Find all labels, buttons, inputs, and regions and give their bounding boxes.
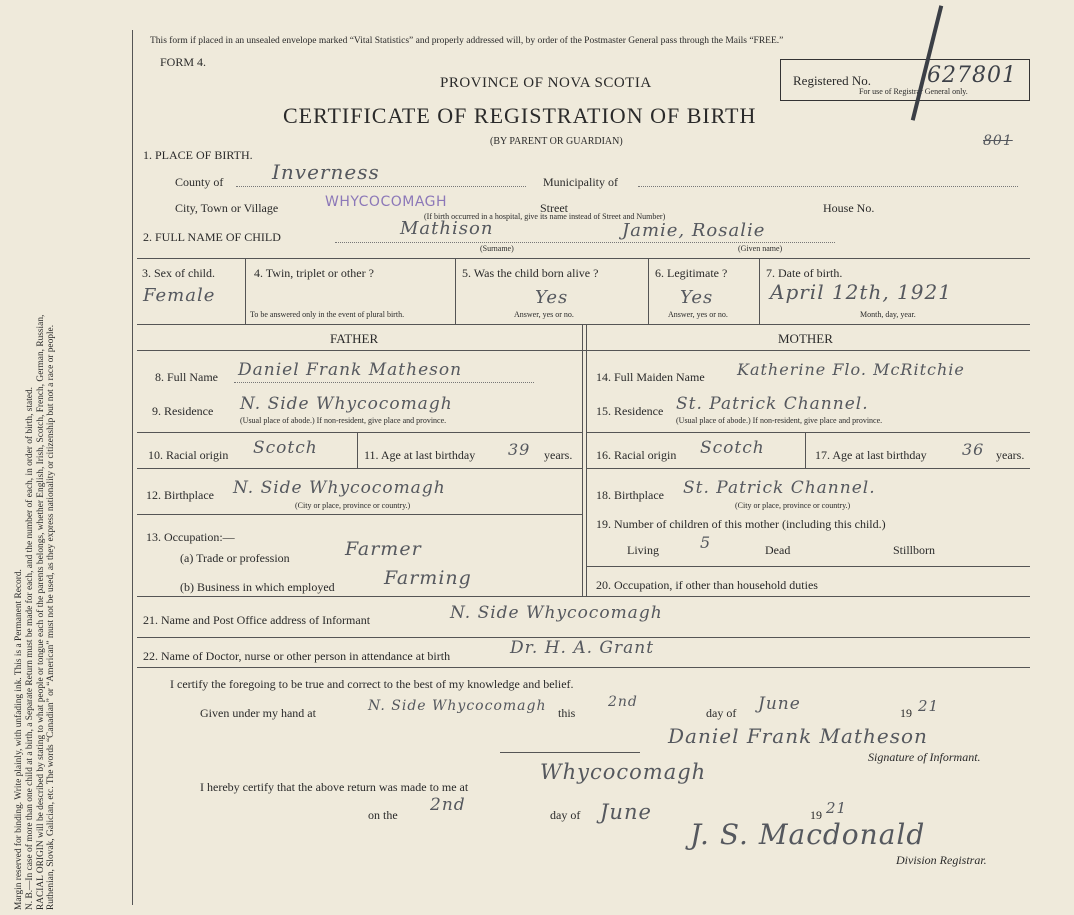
reg-year-prefix: 19 [810,808,822,822]
mother-residence-note: (Usual place of abode.) If non-resident, give place and province. [676,416,883,425]
given-name-caption: (Given name) [738,244,783,253]
cert-day-of-label: day of [706,706,737,720]
rule-mother [586,566,1030,567]
county-value: Inverness [272,160,380,184]
trade-label: (a) Trade or profession [180,551,290,565]
date-of-birth-value: April 12th, 1921 [770,280,952,304]
child-name-line [335,242,835,243]
side-note-line-4: Ruthenian, Slovak, Galician, etc. The words “Canadian” or “American” must not be used, as they express nationality or citizenship but not a race or people. [46,324,57,910]
registrar-signature: J. S. Macdonald [690,818,926,851]
mother-name-value: Katherine Flo. McRitchie [737,360,965,379]
father-birthplace-label: 12. Birthplace [146,488,214,502]
registered-note: For use of Registrar General only. [859,87,968,96]
mother-heading: MOTHER [778,331,833,346]
rule-signature [500,752,640,753]
municipality-line [638,186,1018,187]
cell-divider [357,432,358,468]
rule-father [137,514,582,515]
father-age-label: 11. Age at last birthday [364,448,476,462]
father-racial-label: 10. Racial origin [148,448,229,462]
given-under-label: Given under my hand at [200,706,316,720]
mother-name-label: 14. Full Maiden Name [596,370,705,384]
child-surname: Mathison [400,218,494,239]
mother-age-unit: years. [996,448,1025,462]
hospital-note: (If birth occurred in a hospital, give its name instead of Street and Number) [424,212,666,221]
county-line [236,186,526,187]
doctor-value: Dr. H. A. Grant [510,638,655,658]
rule-section [137,350,1030,351]
born-alive-note: Answer, yes or no. [514,310,574,319]
father-mother-divider [582,324,583,596]
business-value: Farming [384,567,472,589]
mother-residence-label: 15. Residence [596,404,664,418]
business-label: (b) Business in which employed [180,580,335,594]
rule-mother [586,432,1030,433]
mother-racial-label: 16. Racial origin [596,448,677,462]
mother-racial-value: Scotch [700,438,765,458]
side-note-line-1: Margin reserved for binding. Write plainly, with unfading ink. This is a Permanent Record. [14,569,24,910]
postal-notice: This form if placed in an unsealed envelope marked “Vital Statistics” and properly addressed will, by order of the Postmaster General pass through the Mails “FREE.” [150,36,784,46]
informant-signature: Daniel Frank Matheson [668,724,928,748]
side-note-line-3: RACIAL ORIGIN will be described by stating to what people or tongue each of the parents belongs, whether English, Irish, Scotch, French, German, Russian, [35,314,46,910]
cell-divider [805,432,806,468]
date-of-birth-note: Month, day, year. [860,310,916,319]
reg-day-of-label: day of [550,808,581,822]
father-age-unit: years. [544,448,573,462]
this-label: this [558,706,576,720]
legitimate-label: 6. Legitimate ? [655,266,728,280]
cert-month-value: June [758,694,801,714]
county-label: County of [175,175,224,189]
side-note-line-2: N. B.—In case of more than one child at a birth, a Separate Return must be made for each, and the number of each, in order of birth, stated. [24,387,35,910]
informant-label: 21. Name and Post Office address of Informant [143,613,371,627]
document-title: CERTIFICATE OF REGISTRATION OF BIRTH [283,103,757,128]
reg-year-suffix: 21 [826,799,848,817]
sex-value: Female [143,285,216,306]
street-label: Street [540,201,568,215]
mother-birthplace-label: 18. Birthplace [596,488,664,502]
given-place-value: N. Side Whycocomagh [368,698,547,714]
rule-mid [137,324,1030,325]
father-name-line [234,382,534,383]
house-number-label: House No. [823,201,875,215]
registrar-place-value: Whycocomagh [540,760,707,784]
sex-label: 3. Sex of child. [142,266,215,280]
cell-divider [245,258,246,324]
father-name-label: 8. Full Name [155,370,218,384]
informant-value: N. Side Whycocomagh [450,603,663,623]
trade-value: Farmer [345,538,422,560]
registrar-caption: Division Registrar. [896,853,987,867]
surname-caption: (Surname) [480,244,514,253]
mother-birthplace-value: St. Patrick Channel. [683,478,876,498]
form-number: FORM 4. [160,55,207,69]
municipality-label: Municipality of [543,175,618,189]
city-stamp: WHYCOCOMAGH [325,194,448,210]
plural-birth-label: 4. Twin, triplet or other ? [254,266,374,280]
legitimate-value: Yes [680,287,714,308]
registered-number-box [780,59,1030,101]
reg-on-the-label: on the [368,808,398,822]
mother-occupation-label: 20. Occupation, if other than household duties [596,578,818,592]
father-residence-value: N. Side Whycocomagh [240,394,453,414]
father-heading: FATHER [330,331,379,346]
rule-father [137,468,582,469]
reg-month-value: June [600,800,652,824]
father-residence-label: 9. Residence [152,404,214,418]
informant-signature-caption: Signature of Informant. [868,750,981,764]
rule-bottom [137,596,1030,597]
father-residence-note: (Usual place of abode.) If non-resident, give place and province. [240,416,447,425]
legitimate-note: Answer, yes or no. [668,310,728,319]
father-age-value: 39 [508,440,531,459]
city-label: City, Town or Village [175,201,279,215]
cert-year-suffix: 21 [918,697,940,715]
father-racial-value: Scotch [253,438,318,458]
mother-birthplace-note: (City or place, province or country.) [735,501,851,510]
rule-top [137,258,1030,259]
born-alive-value: Yes [535,287,569,308]
living-label: Living [627,543,659,557]
occupation-label: 13. Occupation:— [146,530,235,544]
father-birthplace-value: N. Side Whycocomagh [233,478,446,498]
registered-number: 627801 [927,63,1017,88]
doctor-label: 22. Name of Doctor, nurse or other person in attendance at birth [143,649,451,663]
place-of-birth-label: 1. PLACE OF BIRTH. [143,148,253,162]
dead-label: Dead [765,543,791,557]
registered-label: Registered No. [793,73,871,88]
stillborn-label: Stillborn [893,543,936,557]
reg-day-value: 2nd [430,795,466,815]
rule-mother [586,468,1030,469]
cert-day-value: 2nd [608,694,638,710]
child-given-name: Jamie, Rosalie [622,220,766,241]
father-birthplace-note: (City or place, province or country.) [295,501,411,510]
living-value: 5 [700,533,712,552]
mother-residence-value: St. Patrick Channel. [676,394,869,414]
certification-statement: I certify the foregoing to be true and correct to the best of my knowledge and belief. [170,677,574,691]
cell-divider [648,258,649,324]
side-margin-note [14,30,57,910]
born-alive-label: 5. Was the child born alive ? [462,266,599,280]
child-name-label: 2. FULL NAME OF CHILD [143,230,281,244]
plural-birth-note: To be answered only in the event of plural birth. [250,310,405,319]
children-count-label: 19. Number of children of this mother (including this child.) [596,517,886,531]
corner-number: 801 [983,133,1013,149]
margin-rule [132,30,133,905]
cell-divider [455,258,456,324]
cert-year-prefix: 19 [900,706,912,720]
mother-age-label: 17. Age at last birthday [815,448,927,462]
rule-bottom [137,667,1030,668]
father-mother-divider [586,324,587,596]
document-subtitle: (BY PARENT OR GUARDIAN) [490,136,623,147]
date-of-birth-label: 7. Date of birth. [766,266,843,280]
mother-age-value: 36 [962,440,985,459]
cell-divider [759,258,760,324]
father-name-value: Daniel Frank Matheson [238,360,463,380]
province-heading: PROVINCE OF NOVA SCOTIA [440,75,652,91]
rule-father [137,432,582,433]
registrar-statement: I hereby certify that the above return was made to me at [200,780,469,794]
